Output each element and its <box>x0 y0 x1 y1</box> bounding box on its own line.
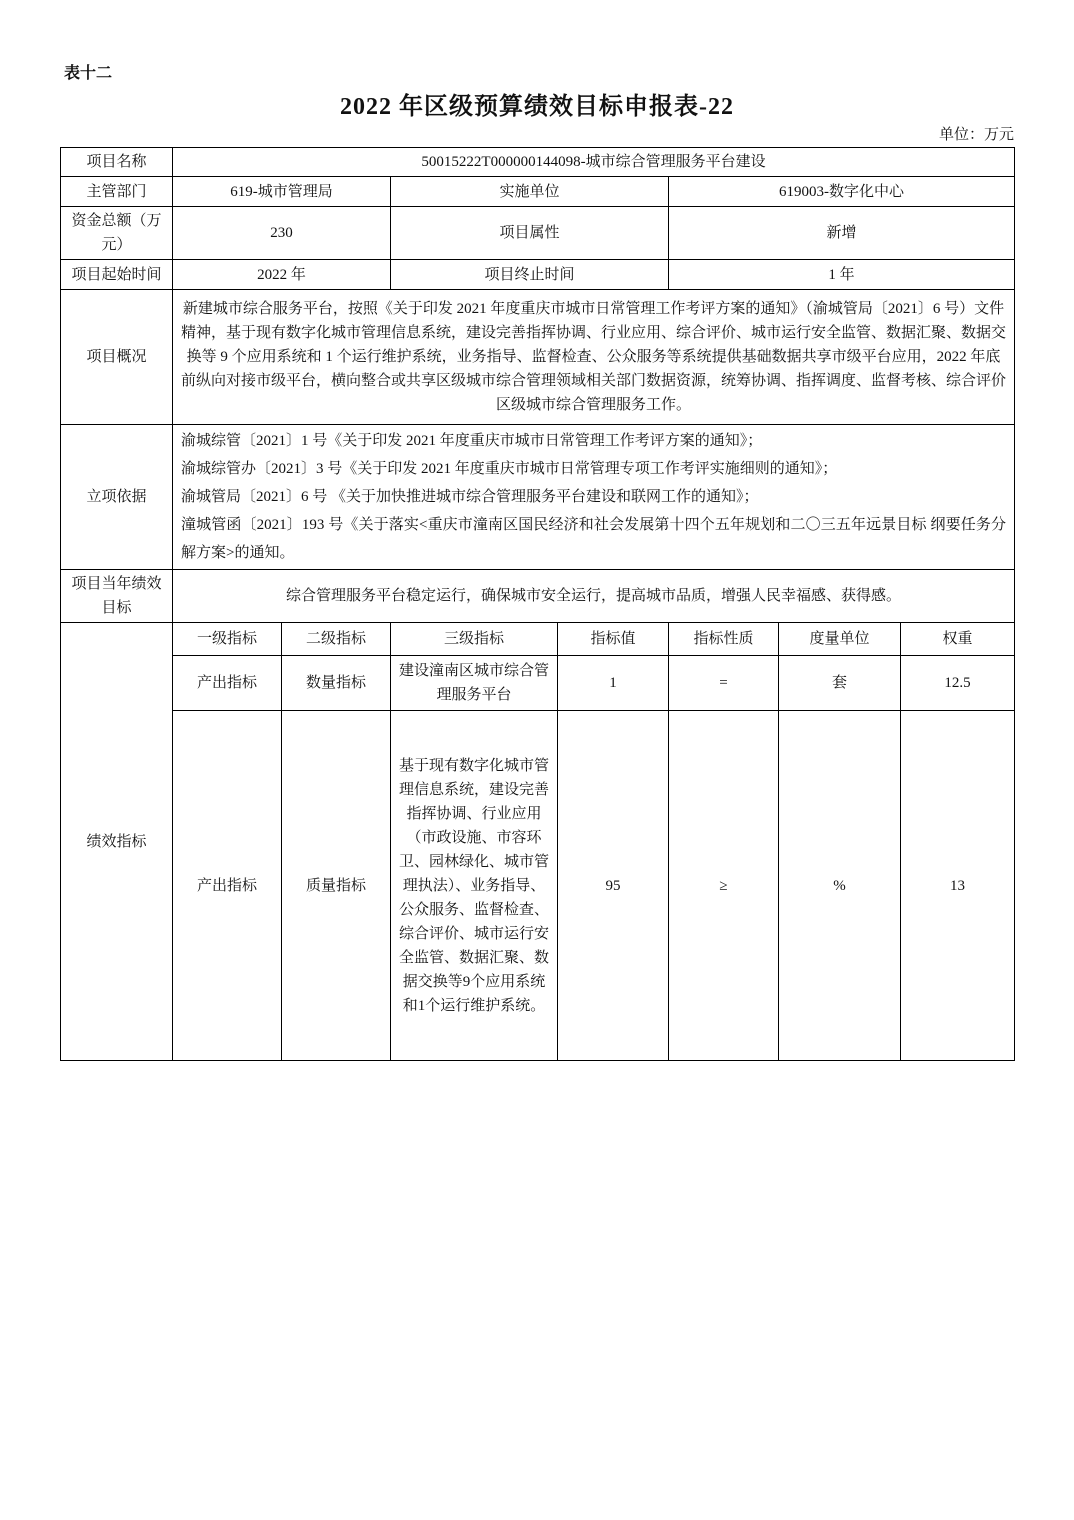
impl-unit-label: 实施单位 <box>391 177 669 207</box>
row-project-overview <box>61 290 1015 425</box>
indicator1-unit: 套 <box>779 656 901 711</box>
row-indicator-headers <box>61 623 1015 656</box>
total-fund-label: 资金总额（万元） <box>61 207 173 260</box>
indicator1-value: 1 <box>558 656 669 711</box>
indicator2-level2: 质量指标 <box>282 711 391 1061</box>
indicators-label: 绩效指标 <box>61 623 173 1061</box>
project-attr-label: 项目属性 <box>391 207 669 260</box>
col-header-nature: 指标性质 <box>669 623 779 656</box>
indicator1-level1: 产出指标 <box>173 656 282 711</box>
basis-line-1: 渝城综管〔2021〕1 号《关于印发 2021 年度重庆市城市日常管理工作考评方案的通知》； <box>181 433 763 449</box>
page-title: 2022 年区级预算绩效目标申报表-22 <box>340 94 734 120</box>
annual-goal-value: 综合管理服务平台稳定运行，确保城市安全运行，提高城市品质，增强人民幸福感、获得感。 <box>173 570 1015 623</box>
indicator-row-quantity <box>61 656 1015 711</box>
start-date-value: 2022 年 <box>173 260 391 290</box>
col-header-level2: 二级指标 <box>282 623 391 656</box>
indicator2-value: 95 <box>558 711 669 1061</box>
basis-value <box>173 425 1015 570</box>
col-header-level1: 一级指标 <box>173 623 282 656</box>
indicator-row-quality <box>61 711 1015 1061</box>
end-date-label: 项目终止时间 <box>391 260 669 290</box>
project-attr-value: 新增 <box>669 207 1015 260</box>
indicator2-level1: 产出指标 <box>173 711 282 1061</box>
start-date-label: 项目起始时间 <box>61 260 173 290</box>
budget-performance-form-table <box>60 147 1015 1061</box>
total-fund-value: 230 <box>173 207 391 260</box>
dept-value: 619-城市管理局 <box>173 177 391 207</box>
indicator2-weight: 13 <box>901 711 1015 1061</box>
row-basis <box>61 425 1015 570</box>
unit-note: 单位：万元 <box>938 127 1014 143</box>
indicator2-level3: 基于现有数字化城市管理信息系统，建设完善指挥协调、行业应用（市政设施、市容环卫、园林绿化、城市管理执法）、业务指导、公众服务、监督检查、综合评价、城市运行安全监管、数据汇聚、数据交换等9个应用系统和1个运行维护系统。 <box>391 711 558 1061</box>
basis-line-2: 渝城综管办〔2021〕3 号《关于印发 2021 年度重庆市城市日常管理专项工作考评实施细则的通知》； <box>181 461 838 477</box>
indicator1-nature: = <box>669 656 779 711</box>
annual-goal-label: 项目当年绩效目标 <box>61 570 173 623</box>
end-date-value: 1 年 <box>669 260 1015 290</box>
col-header-value: 指标值 <box>558 623 669 656</box>
col-header-unit: 度量单位 <box>779 623 901 656</box>
project-name-label: 项目名称 <box>61 148 173 177</box>
basis-line-3: 渝城管局〔2021〕6 号 《关于加快推进城市综合管理服务平台建设和联网工作的通知》； <box>181 489 759 505</box>
project-name-value: 50015222T000000144098-城市综合管理服务平台建设 <box>173 148 1015 177</box>
row-department <box>61 177 1015 207</box>
row-project-dates <box>61 260 1015 290</box>
indicator1-weight: 12.5 <box>901 656 1015 711</box>
indicator2-unit: % <box>779 711 901 1061</box>
indicator1-level3: 建设潼南区城市综合管理服务平台 <box>391 656 558 711</box>
row-project-name <box>61 148 1015 177</box>
impl-unit-value: 619003-数字化中心 <box>669 177 1015 207</box>
row-total-fund <box>61 207 1015 260</box>
dept-label: 主管部门 <box>61 177 173 207</box>
table-number-label: 表十二 <box>64 65 113 82</box>
row-annual-goal <box>61 570 1015 623</box>
col-header-level3: 三级指标 <box>391 623 558 656</box>
basis-label: 立项依据 <box>61 425 173 570</box>
indicator2-nature: ≥ <box>669 711 779 1061</box>
basis-line-4: 潼城管函〔2021〕193 号《关于落实<重庆市潼南区国民经济和社会发展第十四个五年规划和二〇三五年远景目标 纲要任务分解方案>的通知。 <box>181 517 1007 561</box>
overview-label: 项目概况 <box>61 290 173 425</box>
col-header-weight: 权重 <box>901 623 1015 656</box>
indicator1-level2: 数量指标 <box>282 656 391 711</box>
overview-value: 新建城市综合服务平台，按照《关于印发 2021 年度重庆市城市日常管理工作考评方案的通知》（渝城管局〔2021〕6 号）文件精神，基于现有数字化城市管理信息系统，建设完善指挥协调、行业应用、综合评价、城市运行安全监管、数据汇聚、数据交换等 9 个应用系统和 1 个运行维护系统，业务指导、监督检查、公众服务等系统提供基础数据共享市级平台应用，2022 年底前纵向对接市级平台，横向整合或共享区级城市综合管理领域相关部门数据资源，统筹协调、指挥调度、监督考核、综合评价区级城市综合管理服务工作。 <box>173 290 1015 425</box>
